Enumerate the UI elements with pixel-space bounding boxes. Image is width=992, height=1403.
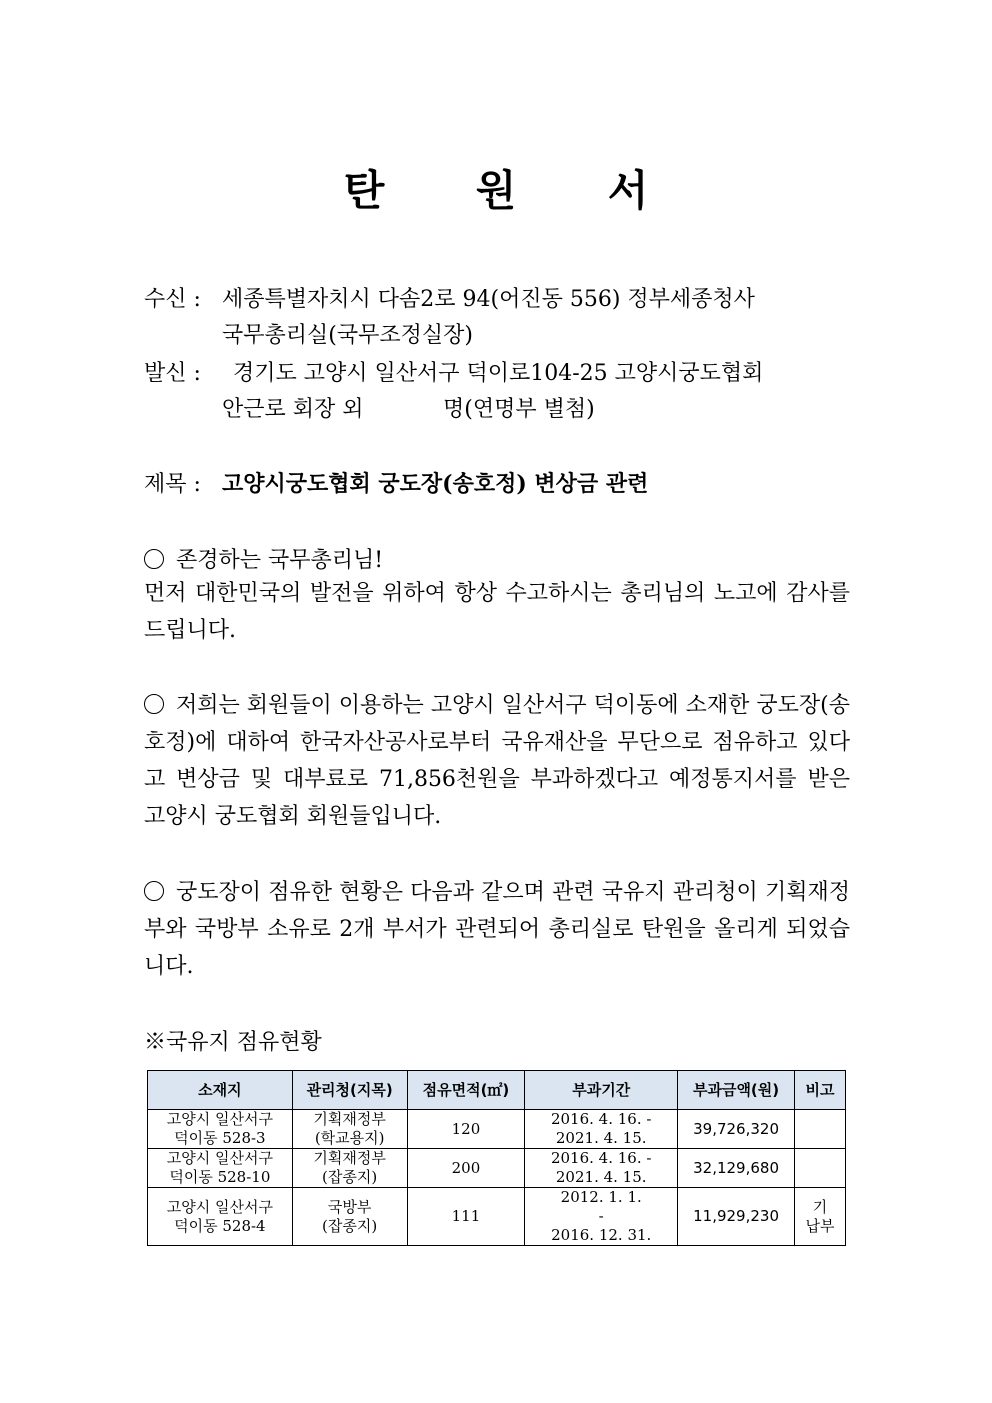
cell-period: 2016. 4. 16. - 2021. 4. 15.: [525, 1149, 678, 1188]
cell-area: 120: [407, 1110, 525, 1149]
title-char: 원: [475, 166, 517, 215]
subject-text: 고양시궁도협회 궁도장(송호정) 변상금 관련: [222, 471, 649, 497]
circle-bullet-icon: [144, 549, 164, 569]
subject-label: 제목 :: [144, 472, 201, 497]
table-row: [148, 1110, 846, 1149]
header-amount: 부과금액(원): [678, 1071, 795, 1110]
table-row: [148, 1188, 846, 1246]
circle-bullet-icon: [144, 881, 164, 901]
recipient-line2: 국무총리실(국무조정실장): [222, 323, 473, 348]
header-location: 소재지: [148, 1071, 293, 1110]
recipient-label: 수신 :: [144, 287, 201, 312]
table-title: ※국유지 점유현황: [144, 1030, 322, 1055]
header-agency: 관리청(지목): [292, 1071, 407, 1110]
cell-location: 고양시 일산서구 덕이동 528-4: [148, 1188, 293, 1246]
table-header-row: [148, 1071, 846, 1110]
cell-agency: 기획재정부 (잡종지): [292, 1149, 407, 1188]
cell-agency: 국방부 (잡종지): [292, 1188, 407, 1246]
cell-area: 111: [407, 1188, 525, 1246]
paragraph-1: 먼저 대한민국의 발전을 위하여 항상 수고하시는 총리님의 노고에 감사를 드립니다.: [144, 581, 850, 643]
occupancy-table: [147, 1070, 846, 1246]
paragraph-2-text: 저희는 회원들이 이용하는 고양시 일산서구 덕이동에 소재한 궁도장(송호정)에 대하여 한국자산공사로부터 국유재산을 무단으로 점유하고 있다고 변상금 및 대부료로 71,856천원을 부과하겠다고 예정통지서를 받은 고양시 궁도협회 회원들입니다.: [144, 693, 850, 829]
sender-label: 발신 :: [144, 361, 201, 386]
cell-agency: 기획재정부 (학교용지): [292, 1110, 407, 1149]
cell-period: 2012. 1. 1. - 2016. 12. 31.: [525, 1188, 678, 1246]
sender-line1: 경기도 고양시 일산서구 덕이로104-25 고양시궁도협회: [233, 361, 764, 386]
cell-amount: 11,929,230: [678, 1188, 795, 1246]
paragraph-3: [144, 874, 850, 985]
document-title: [0, 158, 992, 218]
cell-note: [795, 1149, 846, 1188]
paragraph-3-text: 궁도장이 점유한 현황은 다음과 같으며 관련 국유지 관리청이 기획재정부와 국방부 소유로 2개 부서가 관련되어 총리실로 탄원을 올리게 되었습니다.: [144, 880, 850, 979]
cell-period: 2016. 4. 16. - 2021. 4. 15.: [525, 1110, 678, 1149]
paragraph-2: [144, 687, 850, 835]
cell-note: 기 납부: [795, 1188, 846, 1246]
sender-line2-count: 명(연명부 별첨): [443, 397, 595, 422]
cell-location: 고양시 일산서구 덕이동 528-3: [148, 1110, 293, 1149]
sender-line2-name: 안근로 회장 외: [222, 397, 364, 422]
header-period: 부과기간: [525, 1071, 678, 1110]
header-area: 점유면적(㎡): [407, 1071, 525, 1110]
cell-location: 고양시 일산서구 덕이동 528-10: [148, 1149, 293, 1188]
cell-amount: 39,726,320: [678, 1110, 795, 1149]
greeting: [144, 543, 383, 574]
cell-area: 200: [407, 1149, 525, 1188]
title-char: 서: [607, 166, 649, 215]
header-note: 비고: [795, 1071, 846, 1110]
cell-amount: 32,129,680: [678, 1149, 795, 1188]
cell-note: [795, 1110, 846, 1149]
greeting-text: 존경하는 국무총리님!: [176, 548, 384, 573]
title-char: 탄: [343, 166, 385, 215]
table-row: [148, 1149, 846, 1188]
circle-bullet-icon: [144, 694, 164, 714]
recipient-line1: 세종특별자치시 다솜2로 94(어진동 556) 정부세종청사: [222, 287, 755, 312]
